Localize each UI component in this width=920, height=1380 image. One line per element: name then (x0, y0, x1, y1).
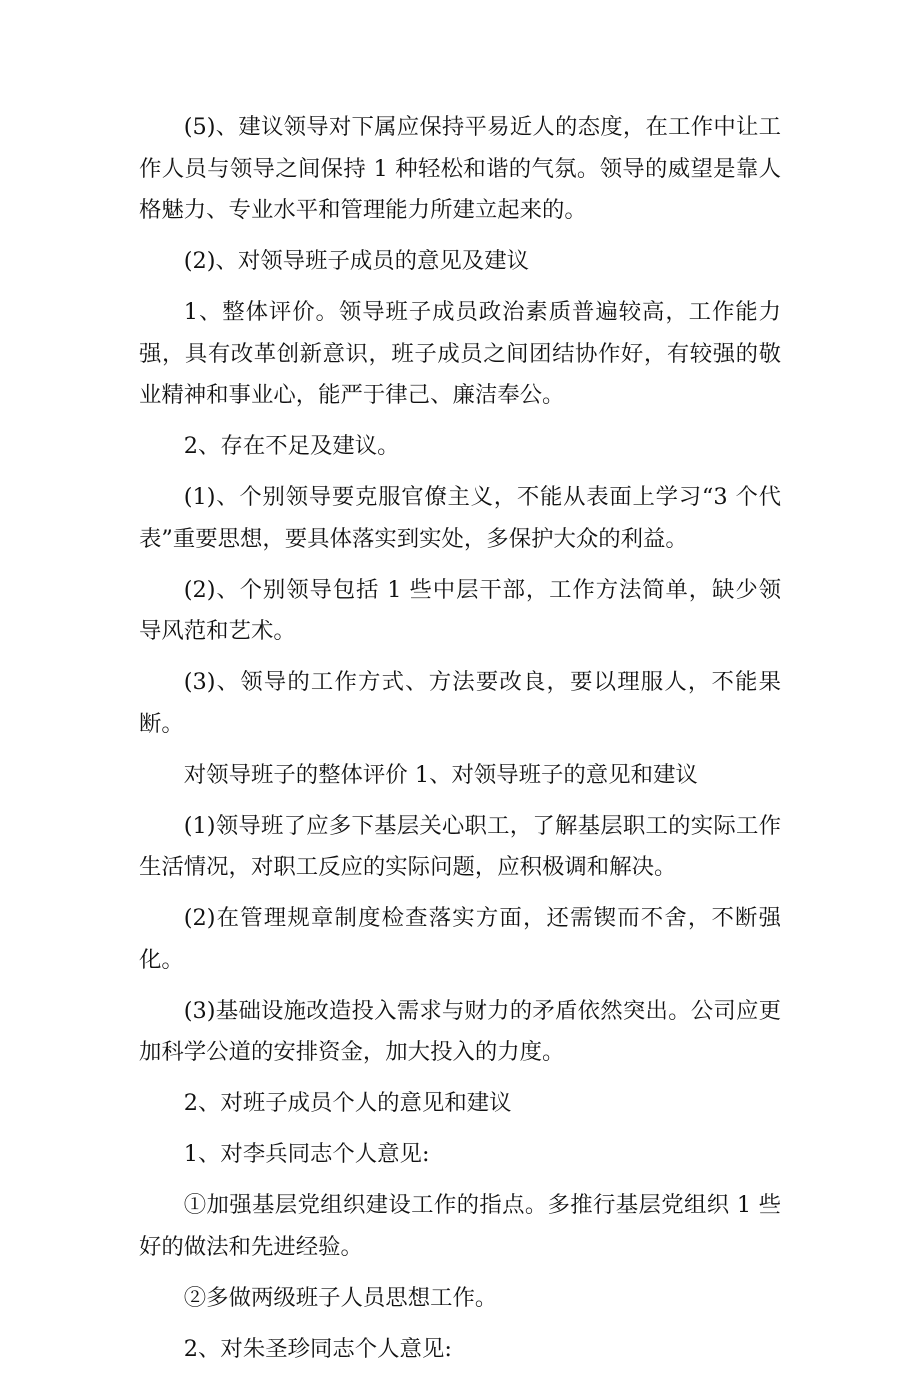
paragraph-6: (2)、个别领导包括 1 些中层干部，工作方法简单，缺少领导风范和艺术。 (139, 576, 781, 644)
paragraph-10: (2)在管理规章制度检查落实方面，还需锲而不舍，不断强化。 (139, 905, 781, 973)
paragraph-4: 2、存在不足及建议。 (183, 433, 400, 459)
paragraph-14: ①加强基层党组织建设工作的指点。多推行基层党组织 1 些好的做法和先进经验。 (139, 1192, 781, 1260)
paragraph-15: ②多做两级班子人员思想工作。 (183, 1284, 498, 1311)
paragraph-8: 对领导班子的整体评价 1、对领导班子的意见和建议 (183, 761, 698, 788)
paragraph-1: (5)、建议领导对下属应保持平易近人的态度，在工作中让工作人员与领导之间保持 1 种轻松和谐的气氛。领导的威望是靠人格魅力、专业水平和管理能力所建立起来的。 (139, 114, 781, 223)
paragraph-7: (3)、领导的工作方式、方法要改良，要以理服人，不能果断。 (139, 669, 781, 737)
paragraph-2: (2)、对领导班子成员的意见及建议 (183, 248, 529, 274)
paragraph-16: 2、对朱圣珍同志个人意见: (183, 1335, 452, 1362)
paragraph-9: (1)领导班了应多下基层关心职工，了解基层职工的实际工作生活情况，对职工反应的实际问题，应积极调和解决。 (139, 812, 781, 880)
document-body (139, 107, 781, 1380)
paragraph-13: 1、对李兵同志个人意见: (183, 1141, 430, 1167)
paragraph-12: 2、对班子成员个人的意见和建议 (183, 1090, 512, 1116)
paragraph-5: (1)、个别领导要克服官僚主义，不能从表面上学习“3 个代表”重要思想，要具体落实到实处，多保护大众的利益。 (139, 484, 781, 552)
paragraph-11: (3)基础设施改造投入需求与财力的矛盾依然突出。公司应更加科学公道的安排资金，加大投入的力度。 (139, 997, 781, 1065)
paragraph-3: 1、整体评价。领导班子成员政治素质普遍较高，工作能力强，具有改革创新意识，班子成员之间团结协作好，有较强的敬业精神和事业心，能严于律己、廉洁奉公。 (139, 299, 781, 408)
